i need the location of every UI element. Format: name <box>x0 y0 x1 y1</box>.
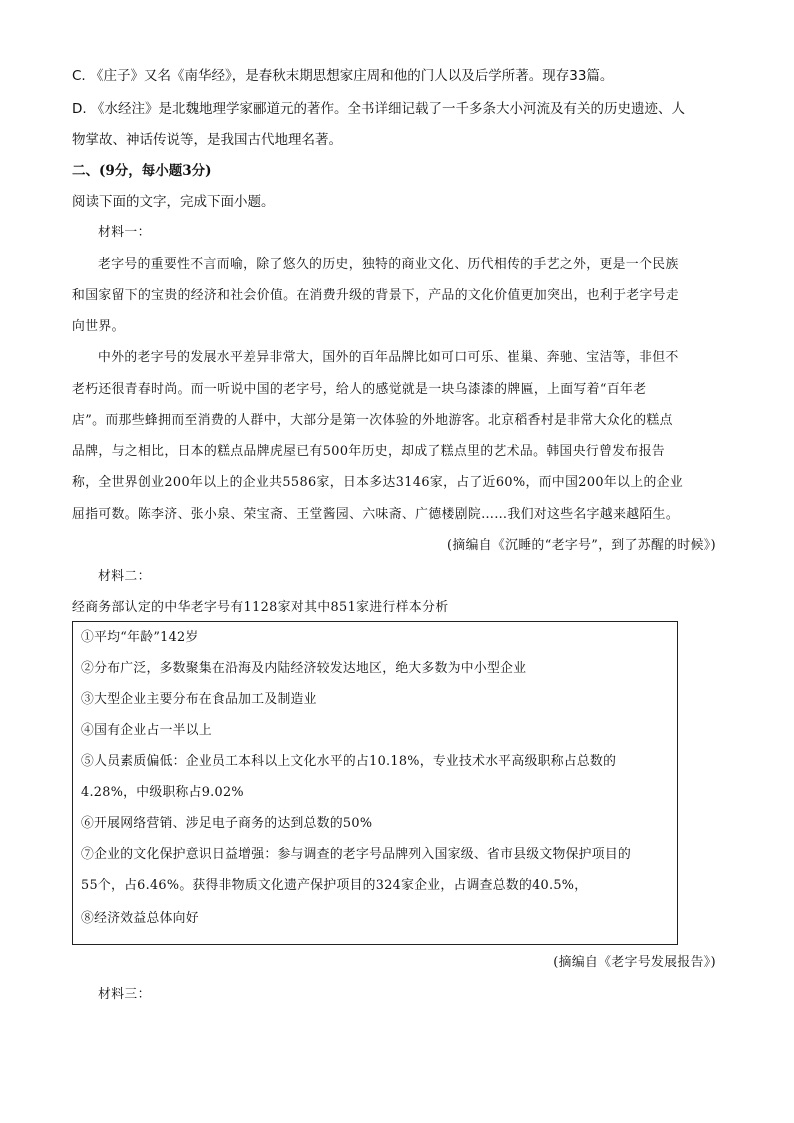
option-c: C. 《庄子》又名《南华经》，是春秋末期思想家庄周和他的门人以及后学所著。现存33篇。 <box>72 68 614 84</box>
material-1-p2-line: 品牌，与之相比，日本的糕点品牌虎屋已有500年历史，却成了糕点里的艺术品。韩国央行曾发布报告 <box>72 444 666 459</box>
material-1-p2-line: 老朽还很青春时尚。而一听说中国的老字号，给人的感觉就是一块乌漆漆的牌匾，上面写着“百年老 <box>72 382 647 397</box>
box-item: ⑦企业的文化保护意识日益增强：参与调查的老字号品牌列入国家级、省市县级文物保护项目的 <box>81 847 632 862</box>
material-1-p2-line: 屈指可数。陈李济、张小泉、荣宝斋、王堂酱园、六味斋、广德楼剧院……我们对这些名字越来越陌生。 <box>72 507 680 522</box>
material-2-label: 材料二： <box>98 569 151 584</box>
box-item: ⑧经济效益总体向好 <box>81 911 199 926</box>
material-2-source: (摘编自《老字号发展报告》) <box>553 955 716 970</box>
box-item: ③大型企业主要分布在食品加工及制造业 <box>81 692 317 707</box>
material-1-p2-line: 中外的老字号的发展水平差异非常大，国外的百年品牌比如可口可乐、崔巢、奔驰、宝洁等，非但不 <box>98 350 679 365</box>
material-1-source: (摘编自《沉睡的“老字号”，到了苏醒的时候》) <box>446 538 716 553</box>
material-3-label: 材料三： <box>98 987 151 1002</box>
box-item: ②分布广泛，多数聚集在沿海及内陆经济较发达地区，绝大多数为中小型企业 <box>81 661 527 676</box>
box-item: ⑤人员素质偏低：企业员工本科以上文化水平的占10.18%，专业技术水平高级职称占总数的 <box>81 754 617 769</box>
material-1-p2-line: 称，全世界创业200年以上的企业共5586家，日本多达3146家，占了近60%，而中国200年以上的企业 <box>72 475 684 490</box>
material-1-label: 材料一： <box>98 225 151 240</box>
box-item: 4.28%，中级职称占9.02% <box>81 785 244 800</box>
material-1-p1-line: 向世界。 <box>72 319 125 334</box>
material-2-data-box <box>72 621 678 945</box>
box-item: ①平均“年龄”142岁 <box>81 630 199 645</box>
section-heading: 二、(9分，每小题3分) <box>72 163 212 179</box>
material-2-intro: 经商务部认定的中华老字号有1128家对其中851家进行样本分析 <box>72 600 449 615</box>
section-instruction: 阅读下面的文字，完成下面小题。 <box>72 194 275 210</box>
material-1-p1-line: 和国家留下的宝贵的经济和社会价值。在消费升级的背景下，产品的文化价值更加突出，也利于老字号走 <box>72 288 680 303</box>
box-item: 55个，占6.46%。获得非物质文化遗产保护项目的324家企业，占调查总数的40.5%， <box>81 878 588 893</box>
material-1-p1-line: 老字号的重要性不言而喻，除了悠久的历史，独特的商业文化、历代相传的手艺之外，更是一个民族 <box>98 257 679 272</box>
box-item: ⑥开展网络营销、涉足电子商务的达到总数的50% <box>81 816 373 831</box>
option-d-line-2: 物掌故、神话传说等，是我国古代地理名著。 <box>72 132 342 148</box>
material-1-p2-line: 店”。而那些蜂拥而至消费的人群中，大部分是第一次体验的外地游客。北京稻香村是非常大众化的糕点 <box>72 413 673 428</box>
box-item: ④国有企业占一半以上 <box>81 723 212 738</box>
option-d-line-1: D. 《水经注》是北魏地理学家郦道元的著作。全书详细记载了一千多条大小河流及有关的历史遗迹、人 <box>72 101 685 117</box>
